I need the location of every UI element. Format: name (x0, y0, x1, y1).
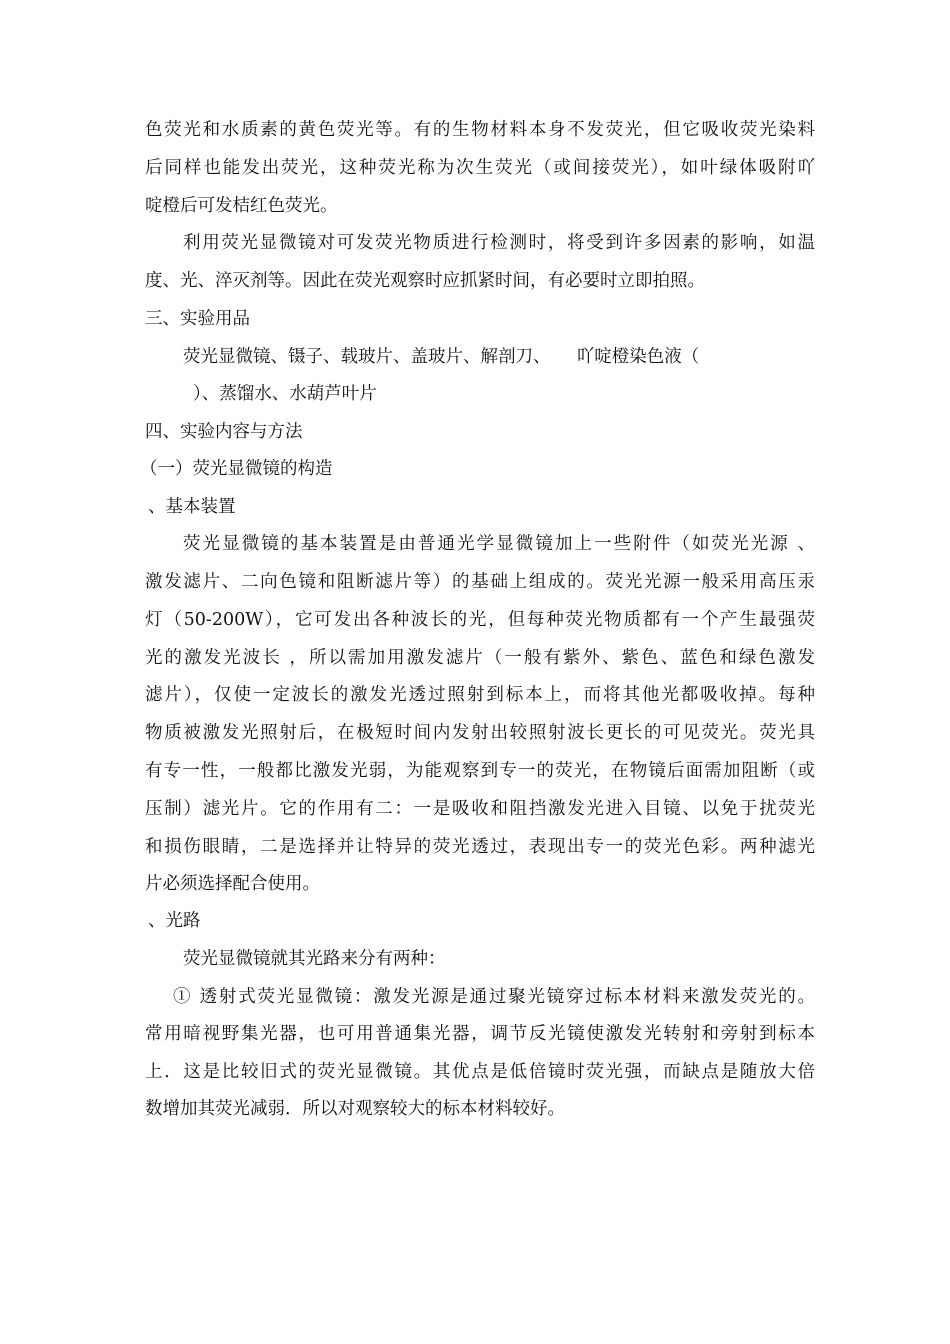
paragraph-line: 荧光显微镜的基本装置是由普通光学显微镜加上一些附件（如荧光光源 、 (183, 534, 815, 554)
paragraph-line: 片必须选择配合使用。 (145, 874, 320, 894)
paragraph-line: 滤片），仅使一定波长的激发光透过照射到标本上，而将其他光都吸收掉。每种 (145, 685, 815, 705)
materials-line: ）、蒸馏水、水葫芦叶片 (193, 384, 377, 404)
materials-line: 荧光显微镜、镊子、载玻片、盖玻片、解剖刀、 吖啶橙染色液（ (183, 347, 700, 367)
paragraph-line: 后同样也能发出荧光，这种荧光称为次生荧光（或间接荧光），如叶绿体吸附吖 (145, 158, 815, 178)
paragraph-line: 激发滤片、二向色镜和阻断滤片等）的基础上组成的。荧光光源一般采用高压汞 (145, 572, 815, 592)
paragraph-line: 上．这是比较旧式的荧光显微镜。其优点是低倍镜时荧光强，而缺点是随放大倍 (145, 1062, 815, 1082)
paragraph-line: 数增加其荧光减弱．所以对观察较大的标本材料较好。 (145, 1099, 565, 1119)
paragraph-line: 常用暗视野集光器，也可用普通集光器，调节反光镜使激发光转射和旁射到标本 (145, 1024, 815, 1044)
paragraph-line: 啶橙后可发桔红色荧光。 (145, 196, 338, 216)
paragraph-line: 压制）滤光片。它的作用有二：一是吸收和阻挡激发光进入目镜、以免于扰荧光 (145, 799, 815, 819)
paragraph-line: 荧光显微镜就其光路来分有两种： (183, 949, 446, 969)
paragraph-line: 灯（50-200W），它可发出各种波长的光，但每种荧光物质都有一个产生最强荧 (145, 610, 815, 630)
paragraph-line: 光的激发光波长 ，所以需加用激发滤片（一般有紫外、紫色、蓝色和绿色激发 (145, 648, 815, 668)
paragraph-line: 和损伤眼睛，二是选择并让特异的荧光透过，表现出专一的荧光色彩。两种滤光 (145, 837, 815, 857)
item-heading: 、光路 (148, 911, 201, 931)
paragraph-line: 色荧光和水质素的黄色荧光等。有的生物材料本身不发荧光，但它吸收荧光染料 (145, 120, 815, 140)
paragraph-line: 度、光、淬灭剂等。因此在荧光观察时应抓紧时间，有必要时立即拍照。 (145, 271, 705, 291)
section-heading: 三、实验用品 (145, 309, 250, 329)
paragraph-line: 有专一性，一般都比激发光弱，为能观察到专一的荧光，在物镜后面需加阻断（或 (145, 761, 815, 781)
section-heading: 四、实验内容与方法 (145, 422, 303, 442)
item-heading: 、基本装置 (148, 497, 236, 517)
paragraph-line: 物质被激发光照射后，在极短时间内发射出较照射波长更长的可见荧光。荧光具 (145, 723, 815, 743)
paragraph-line: ① 透射式荧光显微镜：激发光源是通过聚光镜穿过标本材料来激发荧光的。 (173, 987, 815, 1007)
subsection-heading: （一）荧光显微镜的构造 (140, 459, 333, 479)
paragraph-line: 利用荧光显微镜对可发荧光物质进行检测时，将受到许多因素的影响，如温 (183, 233, 815, 253)
